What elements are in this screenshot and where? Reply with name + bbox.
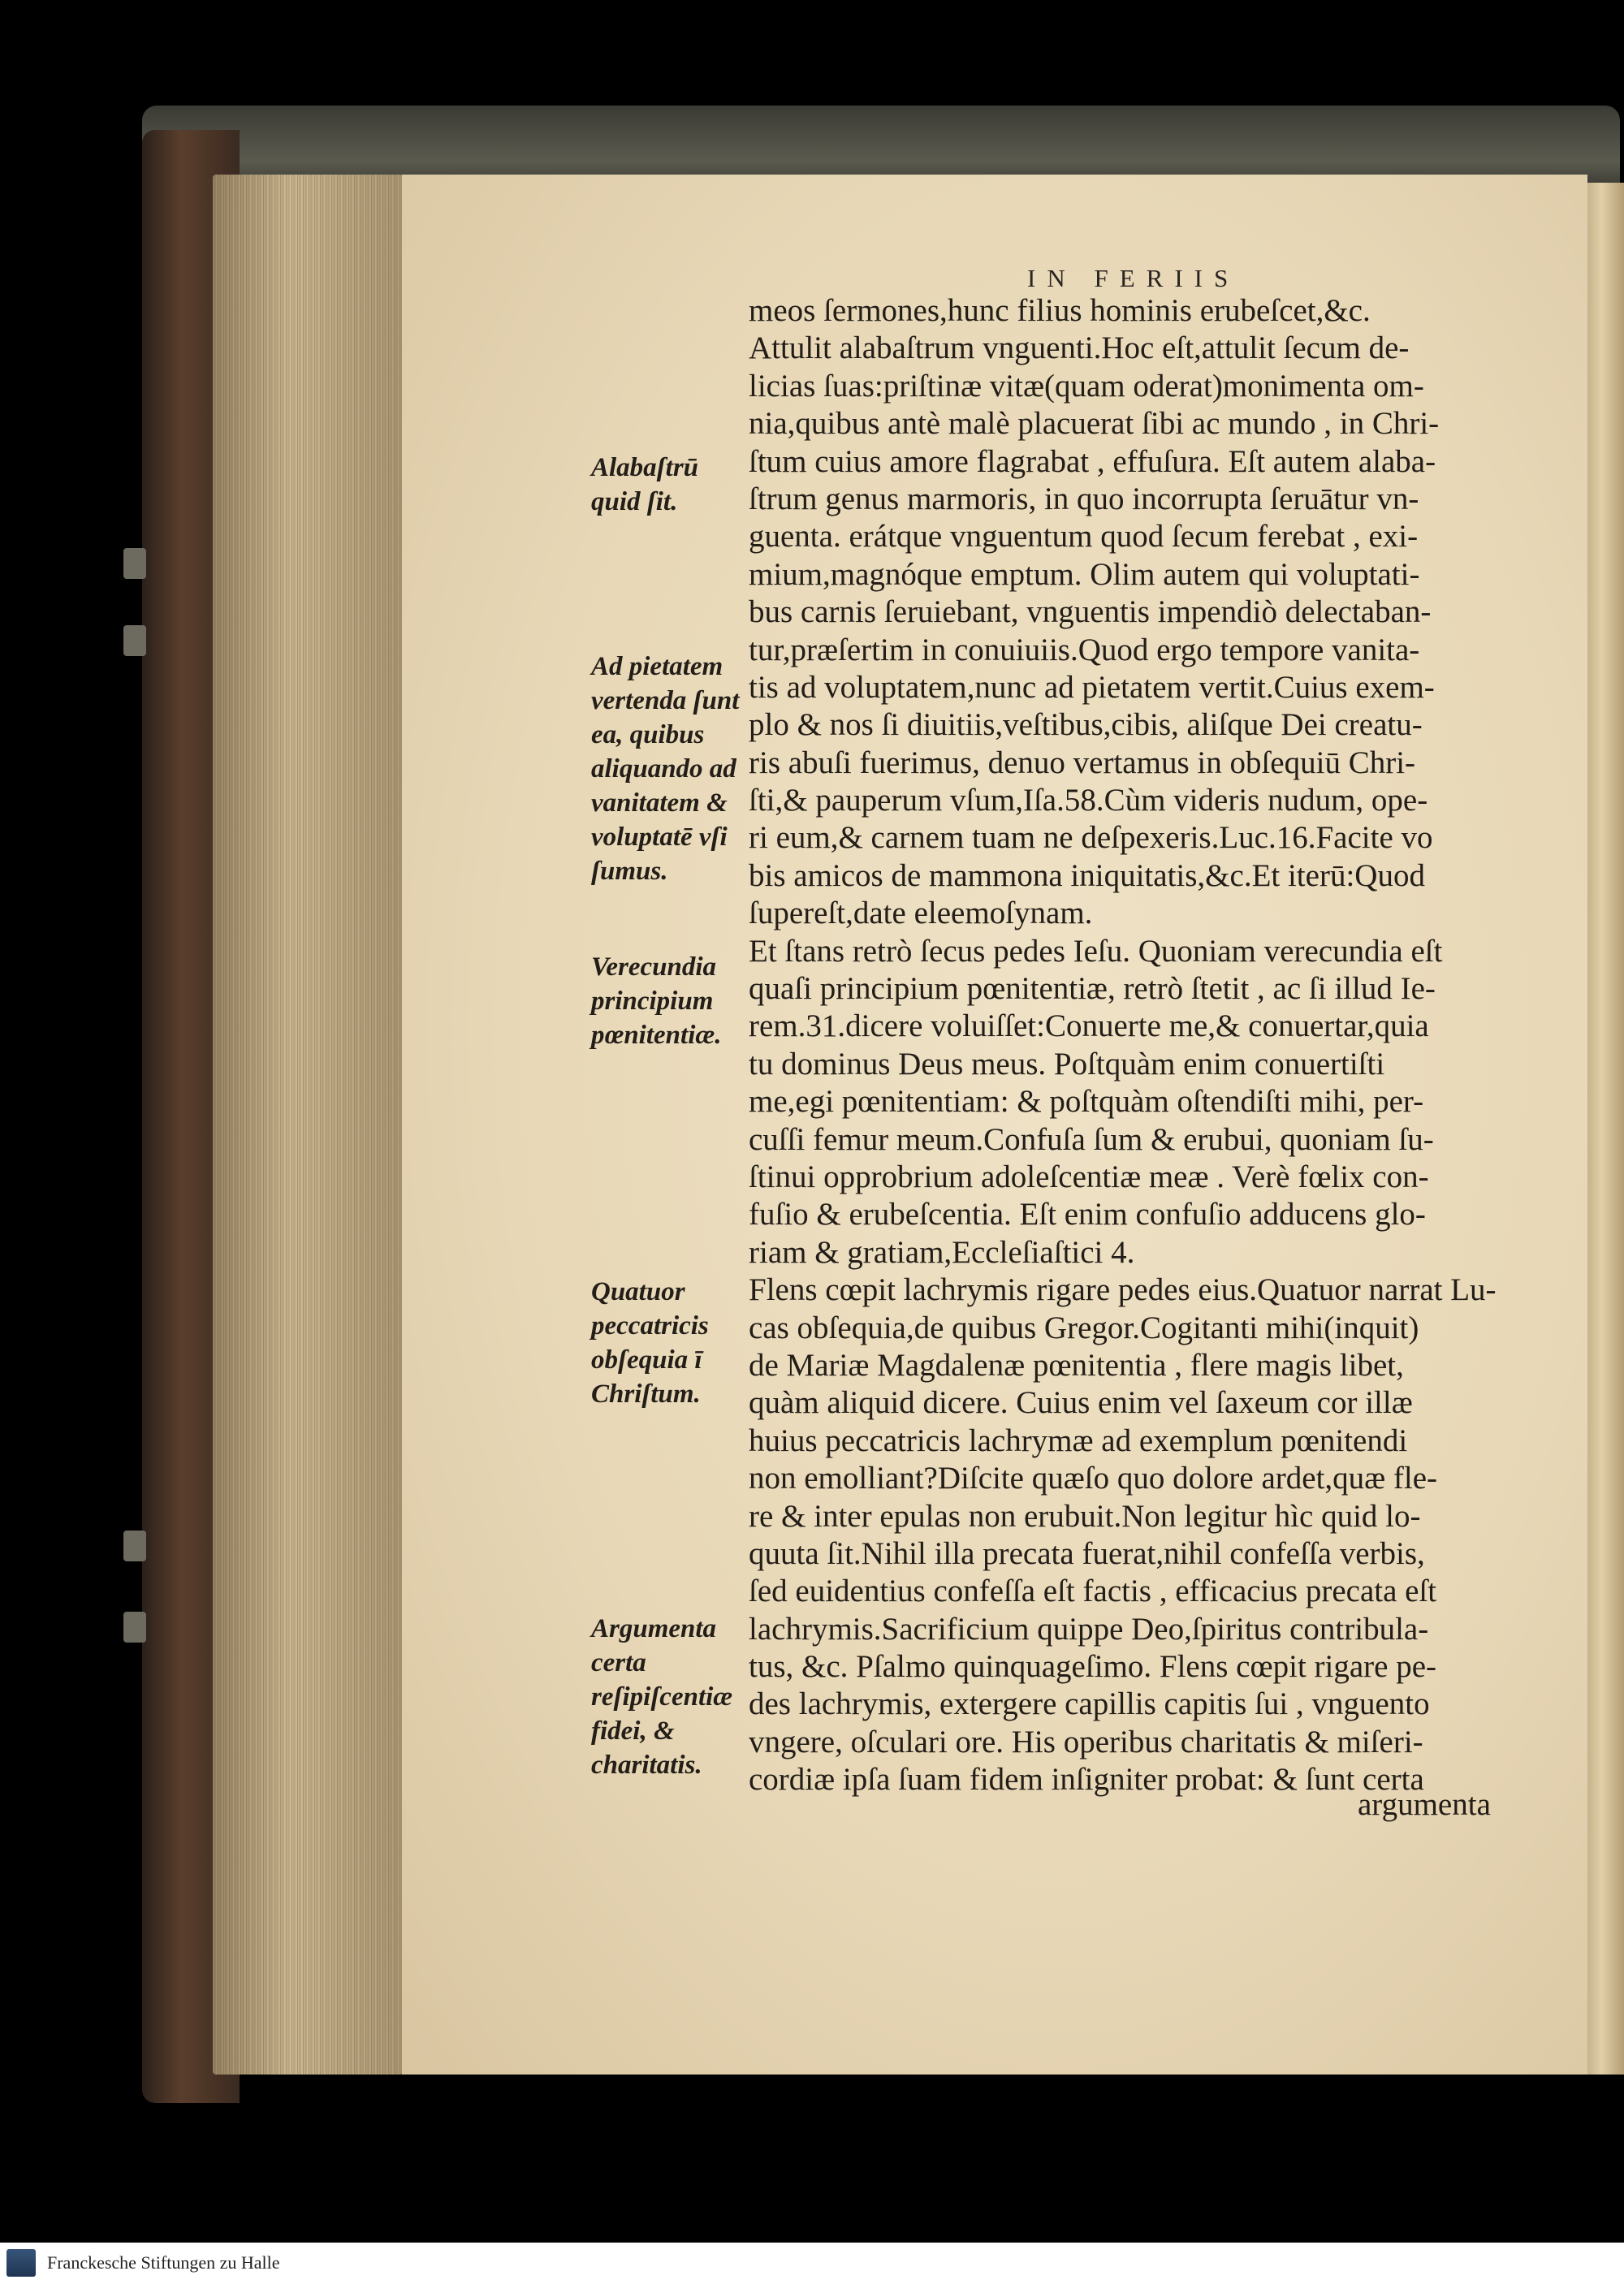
text-line: ſed euidentius confeſſa eſt factis , efficacius precata eſt xyxy=(749,1574,1437,1609)
footer-bar xyxy=(0,2243,1624,2284)
text-line: vngere, oſculari ore. His operibus charitatis & miſeri- xyxy=(749,1724,1423,1759)
text-line: plo & nos ſi diuitiis,veſtibus,cibis, aliſque Dei creatu- xyxy=(749,707,1423,743)
margin-note-argumenta: Argumenta certa reſipiſcentiæ fidei, & charitatis. xyxy=(591,1614,733,1780)
text-line: meos ſermones,hunc filius hominis erubeſcet,&c. xyxy=(749,293,1371,328)
text-line: tu dominus Deus meus. Poſtquàm enim conuertiſti xyxy=(749,1046,1385,1082)
text-line: me,egi pœnitentiam: & poſtquàm oſtendiſti mihi, per- xyxy=(749,1084,1424,1120)
text-line: ſtinui opprobrium adoleſcentiæ meæ . Verè fœlix con- xyxy=(749,1159,1429,1194)
clasp-upper-1 xyxy=(123,548,146,579)
text-line: non emolliant?Diſcite quæſo quo dolore ardet,quæ fle- xyxy=(749,1461,1438,1496)
text-line: Et ſtans retrò ſecus pedes Ieſu. Quoniam verecundia eſt xyxy=(749,933,1443,969)
text-line: cuſſi femur meum.Confuſa ſum & erubui, quoniam ſu- xyxy=(749,1121,1434,1157)
text-line: licias ſuas:priſtinæ vitæ(quam oderat)monimenta om- xyxy=(749,368,1424,404)
margin-note-pietatem: Ad pietatem vertenda ſunt ea, quibus aliquando ad vanitatem & voluptatē vſi ſumus. xyxy=(591,652,740,886)
institution-logo-icon xyxy=(6,2249,36,2277)
text-line: ſupereſt,date eleemoſynam. xyxy=(749,896,1093,931)
text-line: fuſio & erubeſcentia. Eſt enim confuſio adducens glo- xyxy=(749,1197,1426,1233)
text-line: tis ad voluptatem,nunc ad pietatem vertit.Cuius exem- xyxy=(749,669,1435,705)
footer-credit: Franckesche Stiftungen zu Halle xyxy=(47,2252,280,2273)
text-line: quuta ſit.Nihil illa precata fuerat,nihil confeſſa verbis, xyxy=(749,1535,1425,1571)
clasp-lower-1 xyxy=(123,1531,146,1561)
text-line: ſtum cuius amore flagrabat , effuſura. Eſt autem alaba- xyxy=(749,443,1436,479)
text-line: huius peccatricis lachrymæ ad exemplum pœnitendi xyxy=(749,1423,1408,1458)
text-line: bis amicos de mammona iniquitatis,&c.Et iterū:Quod xyxy=(749,857,1425,893)
text-line: ri eum,& carnem tuam ne deſpexeris.Luc.16.Facite vo xyxy=(749,820,1433,856)
text-line: Attulit alabaſtrum vnguenti.Hoc eſt,attulit ſecum de- xyxy=(749,330,1410,366)
text-line: ſtrum genus marmoris, in quo incorrupta ſeruātur vn- xyxy=(749,481,1419,516)
text-line: Flens cœpit lachrymis rigare pedes eius.Quatuor narrat Lu- xyxy=(749,1272,1497,1308)
text-line: de Mariæ Magdalenæ pœnitentia , flere magis libet, xyxy=(749,1347,1404,1383)
text-line: des lachrymis, extergere capillis capitis ſui , vnguento xyxy=(749,1686,1430,1722)
text-line: cordiæ ipſa ſuam fidem inſigniter probat: & ſunt certa xyxy=(749,1762,1424,1798)
text-line: rem.31.dicere voluiſſet:Conuerte me,& conuertar,quia xyxy=(749,1008,1429,1044)
text-line: quaſi principium pœnitentiæ, retrò ſtetit , ac ſi illud Ie- xyxy=(749,971,1436,1007)
clasp-lower-2 xyxy=(123,1612,146,1643)
text-line: tus, &c. Pſalmo quinquageſimo. Flens cœpit rigare pe- xyxy=(749,1649,1437,1685)
text-line: ris abuſi fuerimus, denuo vertamus in obſequiū Chri- xyxy=(749,745,1416,780)
catchword: argumenta xyxy=(1358,1787,1491,1822)
text-line: re & inter epulas non erubuit.Non legitur hìc quid lo- xyxy=(749,1498,1421,1534)
text-line: tur,præſertim in conuiuiis.Quod ergo tempore vanita- xyxy=(749,632,1420,667)
text-line: guenta. erátque vnguentum quod ſecum ferebat , exi- xyxy=(749,519,1419,555)
main-text-block xyxy=(749,292,1512,1799)
margin-note-alabastrum: Alabaſtrū quid ſit. xyxy=(591,453,699,516)
page-edges-left xyxy=(213,175,404,2075)
text-line: ſti,& pauperum vſum,Iſa.58.Cùm videris nudum, ope- xyxy=(749,783,1428,818)
margin-note-verecundia: Verecundia principium pœnitentiæ. xyxy=(591,952,722,1050)
margin-note-obsequia: Quatuor peccatricis obſequia ī Chriſtum. xyxy=(591,1277,709,1409)
text-line: lachrymis.Sacrificium quippe Deo,ſpiritus contribula- xyxy=(749,1611,1429,1647)
text-line: quàm aliquid dicere. Cuius enim vel ſaxeum cor illæ xyxy=(749,1385,1413,1421)
text-line: mium,magnóque emptum. Olim autem qui voluptati- xyxy=(749,556,1420,592)
text-line: bus carnis ſeruiebant, vnguentis impendiò delectaban- xyxy=(749,594,1432,630)
running-head: IN FERIIS xyxy=(1027,264,1240,292)
clasp-upper-2 xyxy=(123,625,146,656)
text-line: nia,quibus antè malè placuerat ſibi ac mundo , in Chri- xyxy=(749,406,1440,442)
text-line: cas obſequia,de quibus Gregor.Cogitanti mihi(inquit) xyxy=(749,1310,1419,1345)
text-line: riam & gratiam,Eccleſiaſtici 4. xyxy=(749,1234,1135,1270)
